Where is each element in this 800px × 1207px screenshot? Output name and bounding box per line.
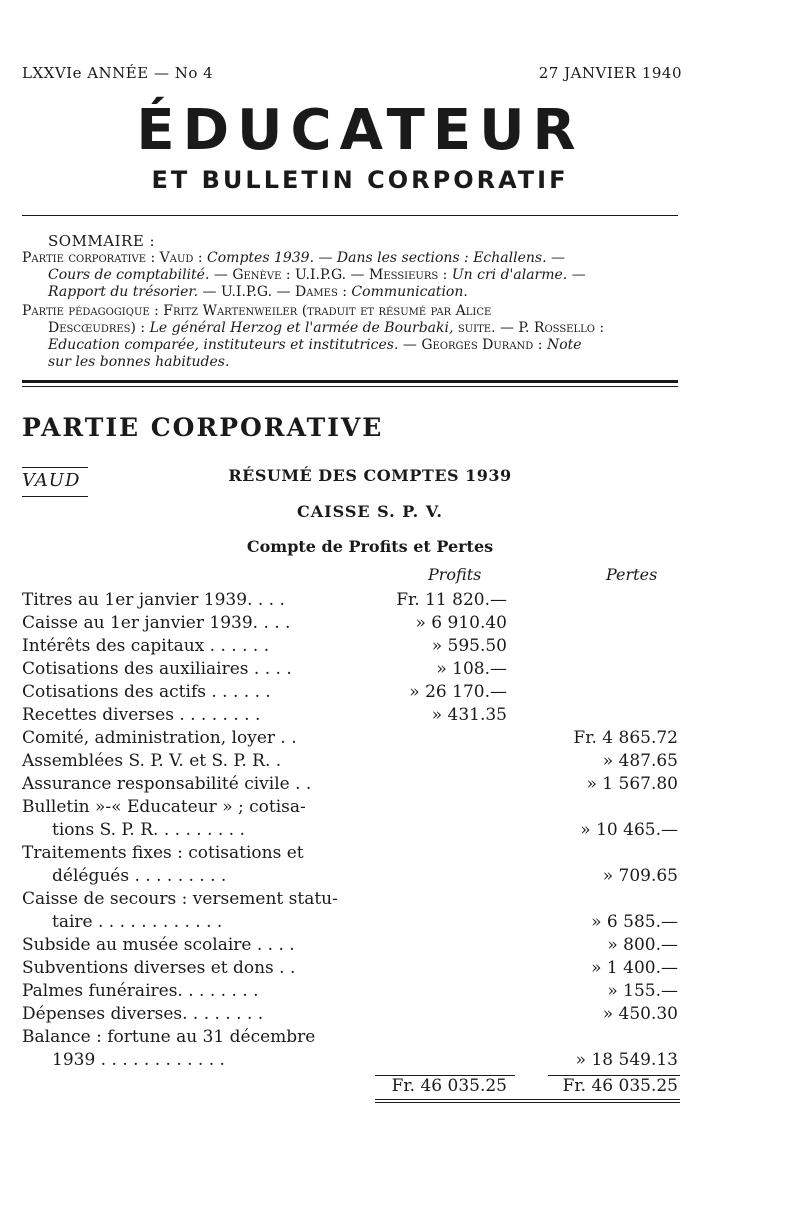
profit-value: » 431.35 (431, 705, 507, 725)
perte-value: » 1 567.80 (586, 774, 678, 794)
row-label: Cotisations des auxiliaires . . . . (22, 659, 292, 679)
sommaire-rule-thin (22, 386, 678, 387)
section-vaud: VAUD (22, 470, 81, 491)
row-label: Comité, administration, loyer . . (22, 728, 297, 748)
sommaire-rule-thick (22, 380, 678, 383)
total-profits: Fr. 46 035.25 (391, 1076, 507, 1096)
header-rule (22, 215, 678, 216)
row-label: Dépenses diverses. . . . . . . . (22, 1004, 264, 1024)
row-label: délégués . . . . . . . . . (52, 866, 227, 886)
row-label: Caisse au 1er janvier 1939. . . . (22, 613, 291, 633)
sommaire-heading: SOMMAIRE : (48, 232, 156, 250)
total-pertes: Fr. 46 035.25 (562, 1076, 678, 1096)
row-label: Traitements fixes : cotisations et (22, 843, 304, 863)
sommaire-pedagogique: Partie pédagogique : Fritz Wartenweiler (traduit et résumé par Alice Descœudres) : Le général Herzog et l'armée de Bourbaki, suite. — P. Rossello : Education comparée, instituteurs et institutrices. — Georges Durand : Note sur les bonnes habitudes. (22, 303, 605, 370)
profit-value: » 6 910.40 (415, 613, 507, 633)
row-label: Intérêts des capitaux . . . . . . (22, 636, 270, 656)
issue-date: 27 JANVIER 1940 (538, 64, 682, 82)
perte-value: » 155.— (607, 981, 678, 1001)
row-label: taire . . . . . . . . . . . . (52, 912, 223, 932)
profit-value: » 595.50 (431, 636, 507, 656)
section-title: PARTIE CORPORATIVE (22, 413, 384, 442)
perte-value: » 709.65 (602, 866, 678, 886)
compte-heading: Compte de Profits et Pertes (246, 537, 494, 556)
sommaire-corporative: Partie corporative : Vaud : Comptes 1939. — Dans les sections : Echallens. — Cours de comptabilité. — Genève : U.I.P.G. — Messieurs : Un cri d'alarme. — Rapport du trésorier. — U.I.P.G. — Dames : Communication. (22, 250, 586, 300)
journal-title: ÉDUCATEUR (136, 98, 584, 163)
vaud-rule-bottom (22, 496, 88, 497)
row-label: Bulletin »-« Educateur » ; cotisa- (22, 797, 306, 817)
issue-number: LXXVIe ANNÉE — No 4 (22, 64, 214, 82)
column-pertes: Pertes (606, 565, 658, 584)
perte-value: » 18 549.13 (575, 1050, 678, 1070)
caisse-heading: CAISSE S. P. V. (297, 502, 443, 521)
row-label: Assurance responsabilité civile . . (22, 774, 312, 794)
perte-value: » 1 400.— (591, 958, 678, 978)
perte-value: » 10 465.— (580, 820, 678, 840)
row-label: Balance : fortune au 31 décembre (22, 1027, 316, 1047)
vaud-rule-top (22, 467, 88, 468)
row-label: Caisse de secours : versement statu- (22, 889, 338, 909)
perte-value: » 487.65 (602, 751, 678, 771)
row-label: Palmes funéraires. . . . . . . . (22, 981, 259, 1001)
totals-double-rule-1 (375, 1099, 680, 1100)
journal-subtitle: ET BULLETIN CORPORATIF (151, 166, 569, 194)
profit-value: » 26 170.— (409, 682, 507, 702)
row-label: 1939 . . . . . . . . . . . . (52, 1050, 225, 1070)
perte-value: » 450.30 (602, 1004, 678, 1024)
row-label: Subventions diverses et dons . . (22, 958, 296, 978)
row-label: Subside au musée scolaire . . . . (22, 935, 295, 955)
totals-double-rule-2 (375, 1102, 680, 1103)
column-profits: Profits (428, 565, 482, 584)
row-label: Recettes diverses . . . . . . . . (22, 705, 261, 725)
row-label: Titres au 1er janvier 1939. . . . (22, 590, 285, 610)
perte-value: » 800.— (607, 935, 678, 955)
resume-heading: RÉSUMÉ DES COMPTES 1939 (228, 466, 512, 485)
perte-value: » 6 585.— (591, 912, 678, 932)
row-label: Cotisations des actifs . . . . . . (22, 682, 271, 702)
perte-value: Fr. 4 865.72 (573, 728, 678, 748)
profit-value: » 108.— (436, 659, 507, 679)
row-label: tions S. P. R. . . . . . . . . (52, 820, 245, 840)
profit-value: Fr. 11 820.— (396, 590, 507, 610)
row-label: Assemblées S. P. V. et S. P. R. . (22, 751, 282, 771)
